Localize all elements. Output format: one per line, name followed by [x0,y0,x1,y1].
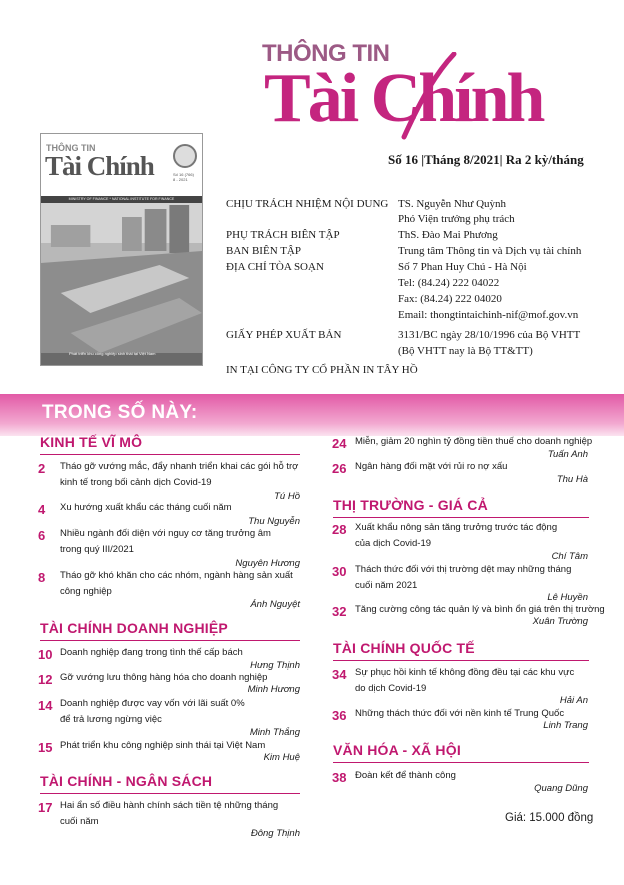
article-author: Kim Huệ [263,752,300,763]
article-author: Tuấn Anh [547,449,588,460]
colophon-label: ĐỊA CHỈ TÒA SOẠN [226,261,324,273]
article-page-number: 15 [38,740,53,755]
section-heading: TÀI CHÍNH QUỐC TẾ [333,640,475,656]
article-title[interactable]: Những thách thức đối với nền kinh tế Trung Quốc [355,708,565,719]
article-page-number: 12 [38,672,53,687]
article-author: Ánh Nguyệt [250,599,300,610]
section-rule [333,762,589,763]
cover-big-title: Tài Chính [45,151,154,181]
article-title-cont[interactable]: trong quý III/2021 [60,544,134,555]
section-rule [40,640,300,641]
article-title[interactable]: Phát triển khu công nghiệp sinh thái tại Việt Nam [60,740,266,751]
article-title[interactable]: Ngân hàng đối mặt với rủi ro nợ xấu [355,461,508,472]
article-author: Hưng Thịnh [250,660,300,671]
article-title[interactable]: Xuất khẩu nông sản tăng trưởng trước tác động [355,522,558,533]
article-author: Quang Dũng [534,783,588,794]
colophon-value: 3131/BC ngày 28/10/1996 của Bộ VHTT [398,329,581,341]
section-rule [333,660,589,661]
article-title[interactable]: Sự phục hồi kinh tế không đồng đều tại các khu vực [355,667,575,678]
cover-caption: Phát triển khu công nghiệp sinh thái tại Việt Nam [69,351,156,356]
colophon-label: IN TẠI CÔNG TY CỔ PHẦN IN TÂY HỒ [226,364,418,376]
article-author: Tú Hồ [274,491,300,502]
cover-thumbnail [40,133,203,366]
article-page-number: 28 [332,522,347,537]
cover-meta-date: 8 - 2021 [173,177,188,182]
article-title-cont[interactable]: cuối năm [60,816,99,827]
article-title[interactable]: Hai ẩn số điều hành chính sách tiền tệ những tháng [60,800,279,811]
colophon-value: Email: thongtintaichinh-nif@mof.gov.vn [398,309,579,321]
colophon-label: GIẤY PHÉP XUẤT BẢN [226,329,342,341]
article-author: Minh Thắng [249,727,300,738]
article-author: Hải An [559,695,588,706]
colophon-value: Số 7 Phan Huy Chú - Hà Nội [398,261,527,273]
article-page-number: 34 [332,667,347,682]
article-title[interactable]: Doanh nghiệp được vay vốn với lãi suất 0% [60,698,245,709]
article-author: Lê Huyền [547,592,588,603]
colophon-value: Tel: (84.24) 222 04022 [398,277,500,289]
article-title-cont[interactable]: để trả lương ngừng việc [60,714,162,725]
article-page-number: 8 [38,570,46,585]
article-page-number: 4 [38,502,46,517]
colophon-label: PHỤ TRÁCH BIÊN TẬP [226,229,340,241]
article-title[interactable]: Nhiều ngành đối diện với nguy cơ tăng trưởng âm [60,528,271,539]
article-title[interactable]: Tăng cường công tác quản lý và bình ổn giá trên thị trường [355,604,605,615]
article-page-number: 24 [332,436,347,451]
section-heading: THỊ TRƯỜNG - GIÁ CẢ [333,497,488,513]
section-heading: TÀI CHÍNH - NGÂN SÁCH [40,773,213,789]
article-title-cont[interactable]: cuối năm 2021 [355,580,418,591]
article-page-number: 17 [38,800,53,815]
article-page-number: 2 [38,461,46,476]
toc-banner-title: TRONG SỐ NÀY: [42,402,198,423]
article-page-number: 30 [332,564,347,579]
article-page-number: 14 [38,698,53,713]
colophon-value: Phó Viện trưởng phụ trách [398,213,515,225]
article-title[interactable]: Đoàn kết để thành công [355,770,456,781]
article-author: Nguyên Hương [235,558,300,569]
article-page-number: 6 [38,528,46,543]
cover-band: MINISTRY OF FINANCE * NATIONAL INSTITUTE FOR FINANCE [41,196,202,203]
section-rule [333,517,589,518]
colophon-value: Trung tâm Thông tin và Dịch vụ tài chính [398,245,582,257]
article-title[interactable]: Gỡ vướng lưu thông hàng hóa cho doanh nghiệp [60,672,268,683]
article-author: Xuân Trường [532,616,588,627]
issue-line: Số 16 |Tháng 8/2021| Ra 2 kỳ/tháng [388,152,584,167]
article-title-cont[interactable]: công nghiệp [60,586,112,597]
colophon-value: (Bộ VHTT nay là Bộ TT&TT) [398,345,533,357]
article-page-number: 38 [332,770,347,785]
article-author: Đông Thịnh [250,828,300,839]
article-title[interactable]: Xu hướng xuất khẩu các tháng cuối năm [60,502,232,513]
article-author: Thu Nguyễn [248,516,300,527]
cover-meta-number: Số 16 (766) [173,172,194,177]
article-author: Thu Hà [556,474,588,485]
article-title-cont[interactable]: do dịch Covid-19 [355,683,427,694]
masthead-small-title: THÔNG TIN [262,40,390,67]
cover-issue-meta [173,172,194,182]
article-author: Chí Tâm [551,551,588,562]
section-heading: VĂN HÓA - XÃ HỘI [333,742,461,758]
article-page-number: 26 [332,461,347,476]
article-page-number: 36 [332,708,347,723]
article-page-number: 32 [332,604,347,619]
colophon-value: TS. Nguyễn Như Quỳnh [398,198,507,210]
cover-small-title: THÔNG TIN [46,143,96,153]
colophon-value: Fax: (84.24) 222 04020 [398,293,502,305]
cover-photo-icon [41,203,202,366]
article-title-cont[interactable]: của dịch Covid-19 [355,538,432,549]
article-title-cont[interactable]: kinh tế trong bối cảnh dịch Covid-19 [60,477,212,488]
article-title[interactable]: Doanh nghiệp đang trong tình thế cấp bách [60,647,243,658]
article-title[interactable]: Thách thức đối với thị trường dệt may những tháng [355,564,572,575]
article-author: Linh Trang [543,720,588,731]
colophon-label: BAN BIÊN TẬP [226,245,301,257]
article-page-number: 10 [38,647,53,662]
price: Giá: 15.000 đồng [505,812,594,824]
article-title[interactable]: Tháo gỡ vướng mắc, đẩy nhanh triển khai các gói hỗ trợ [60,461,299,472]
section-heading: TÀI CHÍNH DOANH NGHIỆP [40,620,228,636]
masthead-big-title: Tài Chính [264,60,543,137]
section-rule [40,454,300,455]
article-author: Minh Hương [247,684,300,695]
article-title[interactable]: Tháo gỡ khó khăn cho các nhóm, ngành hàng sản xuất [60,570,293,581]
colophon-label: CHỊU TRÁCH NHIỆM NỘI DUNG [226,198,389,210]
colophon-value: ThS. Đào Mai Phương [398,229,498,241]
emblem-icon [173,144,197,168]
section-heading: KINH TẾ VĨ MÔ [40,434,143,450]
section-rule [40,793,300,794]
article-title[interactable]: Miễn, giảm 20 nghìn tỷ đồng tiền thuế cho doanh nghiệp [355,436,593,447]
